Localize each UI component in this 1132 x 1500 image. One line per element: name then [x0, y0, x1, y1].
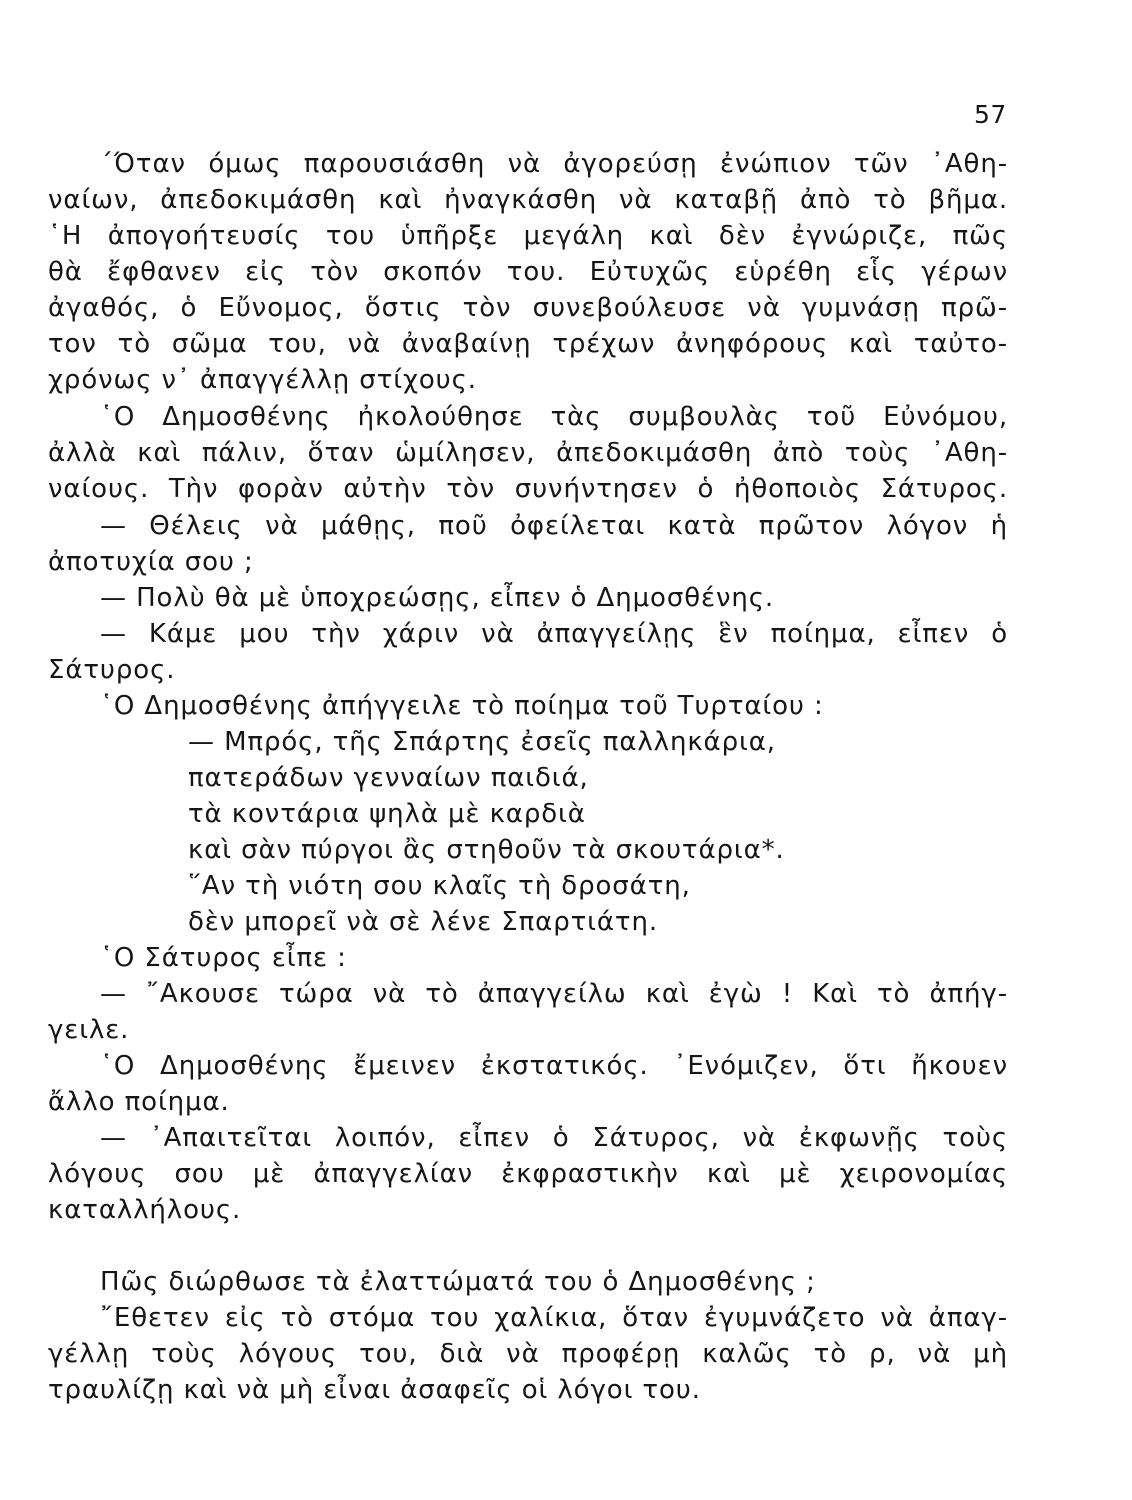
text-line: ναίους. Τὴν φορὰν αὐτὴν τὸν συνήντησεν ὁ ἠθοποιὸς Σάτυρος.	[48, 474, 1008, 504]
question-line: Πῶς διώρθωσε τὰ ἐλαττώματά του ὁ Δημοσθένης ;	[100, 1267, 816, 1297]
text-line: — Πολὺ θὰ μὲ ὑποχρεώσῃς, εἶπεν ὁ Δημοσθένης.	[100, 583, 775, 613]
text-line: ῎Εθετεν εἰς τὸ στόμα του χαλίκια, ὅταν ἐγυμνάζετο νὰ ἀπαγ-	[100, 1303, 1008, 1333]
text-line: ἀλλὰ καὶ πάλιν, ὅταν ὡμίλησεν, ἀπεδοκιμάσθη ἀπὸ τοὺς ᾿Αθη-	[48, 438, 1008, 468]
text-line: — ῎Ακουσε τώρα νὰ τὸ ἀπαγγείλω καὶ ἐγὼ ! Καὶ τὸ ἀπήγ-	[100, 979, 1008, 1009]
poem-line: ῞Αν τὴ νιότη σου κλαῖς τὴ δροσάτη,	[188, 871, 691, 901]
page-number: 57	[974, 100, 1007, 129]
text-line: ναίων, ἀπεδοκιμάσθη καὶ ἠναγκάσθη νὰ καταβῇ ἀπὸ τὸ βῆμα.	[48, 185, 1008, 215]
poem-line: — Μπρός, τῆς Σπάρτης ἐσεῖς παλληκάρια,	[188, 727, 776, 757]
text-line: γειλε.	[48, 1015, 130, 1045]
text-line: — Θέλεις νὰ μάθῃς, ποῦ ὀφείλεται κατὰ πρῶτον λόγον ἡ	[100, 511, 1008, 541]
text-line: χρόνως ν᾿ ἀπαγγέλλῃ στίχους.	[48, 365, 477, 395]
text-line: ῾Η ἀπογοήτευσίς του ὑπῆρξε μεγάλη καὶ δὲν ἐγνώριζε, πῶς	[48, 221, 1008, 251]
text-line: θὰ ἔφθανεν εἰς τὸν σκοπόν του. Εὐτυχῶς εὑρέθη εἷς γέρων	[48, 257, 1008, 287]
text-line: Σάτυρος.	[48, 655, 176, 685]
text-line: λόγους σου μὲ ἀπαγγελίαν ἐκφραστικὴν καὶ μὲ χειρονομίας	[48, 1159, 1008, 1189]
text-line: — Κάμε μου τὴν χάριν νὰ ἀπαγγείλῃς ἓν ποίημα, εἶπεν ὁ	[100, 619, 1008, 649]
text-line: ῾Ο Δημοσθένης ἀπήγγειλε τὸ ποίημα τοῦ Τυρταίου :	[100, 691, 824, 721]
text-line: — ᾿Απαιτεῖται λοιπόν, εἶπεν ὁ Σάτυρος, νὰ ἐκφωνῇς τοὺς	[100, 1123, 1008, 1153]
text-line: καταλλήλους.	[48, 1195, 242, 1225]
text-line: ἄλλο ποίημα.	[48, 1087, 230, 1117]
poem-line: δὲν μπορεῖ νὰ σὲ λένε Σπαρτιάτη.	[188, 907, 658, 937]
text-line: ῾Ο Δημοσθένης ἔμεινεν ἐκστατικός. ᾿Ενόμιζεν, ὅτι ἤκουεν	[100, 1051, 1008, 1081]
text-line: γέλλῃ τοὺς λόγους του, διὰ νὰ προφέρῃ καλῶς τὸ ρ, νὰ μὴ	[48, 1339, 1008, 1369]
poem-line: τὰ κοντάρια ψηλὰ μὲ καρδιὰ	[188, 799, 586, 829]
text-line: ΄Όταν όμως παρουσιάσθη νὰ ἀγορεύσῃ ἐνώπιον τῶν ᾿Αθη-	[100, 149, 1008, 179]
text-line: ἀποτυχία σου ;	[48, 547, 254, 577]
text-line: τον τὸ σῶμα του, νὰ ἀναβαίνῃ τρέχων ἀνηφόρους καὶ ταὐτο-	[48, 329, 1008, 359]
poem-line: καὶ σὰν πύργοι ἂς στηθοῦν τὰ σκουτάρια*.	[188, 835, 785, 865]
text-line: τραυλίζῃ καὶ νὰ μὴ εἶναι ἀσαφεῖς οἱ λόγοι του.	[48, 1375, 701, 1405]
text-line: ῾Ο Δημοσθένης ἠκολούθησε τὰς συμβουλὰς τοῦ Εὐνόμου,	[100, 402, 1008, 432]
poem-line: πατεράδων γενναίων παιδιά,	[188, 763, 589, 793]
text-line: ῾Ο Σάτυρος εἶπε :	[100, 943, 347, 973]
text-line: ἀγαθός, ὁ Εὔνομος, ὅστις τὸν συνεβούλευσε νὰ γυμνάσῃ πρῶ-	[48, 293, 1008, 323]
